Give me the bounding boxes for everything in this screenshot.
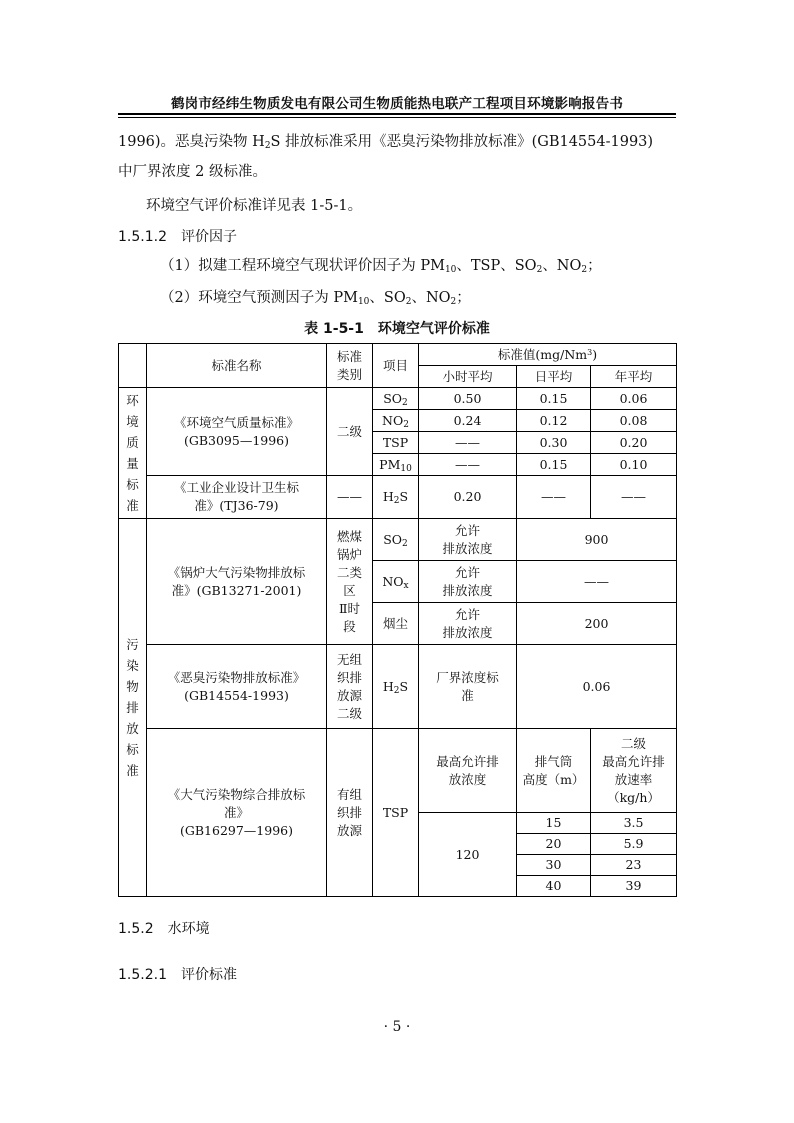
comp-standard-name	[147, 729, 327, 897]
comp-head-rate-3: 放速率	[614, 771, 653, 787]
aq-standard-name	[147, 388, 327, 476]
aq-standard-name-1: 《环境空气质量标准》	[173, 414, 299, 430]
aq-item	[373, 454, 419, 476]
factor-1-prefix: （1）拟建工程环境空气现状评价因子为 PM	[160, 258, 445, 274]
ind-standard-name-1: 《工业企业设计卫生标	[173, 480, 299, 495]
table-row	[119, 476, 677, 519]
aq-standard-name-2: (GB3095—1996)	[183, 432, 290, 448]
aq-yearly: 0.08	[591, 410, 677, 432]
boiler-type	[419, 603, 517, 645]
ind-hourly: 0.20	[419, 476, 517, 519]
header-hourly: 小时平均	[419, 366, 517, 388]
aq-item-sub: 2	[402, 397, 408, 408]
odor-category-line: 织排	[336, 669, 362, 685]
intro-line-1-a: 1996)。恶臭污染物 H	[118, 134, 265, 150]
odor-item-sub: 2	[393, 685, 400, 696]
group1-char: 量	[126, 456, 139, 471]
boiler-value: 200	[517, 603, 677, 645]
factor-1-mid2: 、NO	[542, 258, 582, 274]
boiler-standard-name-1: 《锅炉大气污染物排放标	[167, 564, 306, 580]
header-value-suffix: )	[592, 346, 598, 362]
boiler-category-line: 区	[343, 582, 356, 598]
boiler-item-text: NO	[382, 573, 404, 589]
header-yearly: 年平均	[591, 366, 677, 388]
aq-item-text: SO	[383, 390, 403, 406]
comp-category-line: 放源	[336, 822, 362, 838]
boiler-category-line: 段	[343, 618, 356, 634]
aq-hourly: 0.24	[419, 410, 517, 432]
comp-rate: 23	[591, 855, 677, 876]
boiler-type-1: 允许	[454, 606, 480, 622]
factor-2-prefix: （2）环境空气预测因子为 PM	[160, 290, 358, 306]
odor-standard-name-1: 《恶臭污染物排放标准》	[167, 669, 306, 685]
header-category-1: 标准	[336, 348, 362, 364]
boiler-type-2: 排放浓度	[442, 582, 493, 598]
aq-item-text: TSP	[382, 434, 409, 450]
aq-yearly: 0.06	[591, 388, 677, 410]
table-row	[119, 519, 677, 561]
boiler-item	[373, 519, 419, 561]
odor-item-text: H	[382, 678, 394, 694]
group1-char: 准	[126, 498, 139, 513]
intro-line-2: 中厂界浓度 2 级标准。	[118, 164, 267, 180]
aq-daily: 0.15	[517, 454, 591, 476]
aq-item-sub: 2	[403, 419, 409, 430]
comp-head-height-2: 高度（m）	[522, 771, 585, 787]
odor-value: 0.06	[517, 645, 677, 729]
header-value-prefix: 标准值(mg/Nm	[497, 346, 588, 362]
table-caption: 表 1-5-1 环境空气评价标准	[304, 321, 490, 337]
factor-2	[160, 288, 471, 308]
comp-category	[327, 729, 373, 897]
boiler-type-2: 排放浓度	[442, 624, 493, 640]
ind-daily: ——	[517, 476, 591, 519]
aq-item	[373, 388, 419, 410]
table-header-row-1	[119, 344, 677, 366]
section-title-1-5-1-2: 1.5.1.2 评价因子	[118, 229, 237, 245]
air-quality-standards-table	[118, 343, 677, 897]
comp-head-rate	[591, 729, 677, 813]
aq-item	[373, 432, 419, 454]
boiler-item-sub: x	[403, 580, 409, 591]
comp-rate: 3.5	[591, 813, 677, 834]
intro-line-1	[118, 132, 653, 152]
group-label-emission	[119, 519, 147, 897]
aq-daily: 0.12	[517, 410, 591, 432]
comp-head-conc-1: 最高允许排	[436, 753, 499, 769]
odor-item-end: S	[399, 678, 409, 694]
ind-category: ——	[327, 476, 373, 519]
group2-char: 准	[126, 763, 139, 778]
page-number: · 5 ·	[383, 1019, 411, 1035]
boiler-type	[419, 561, 517, 603]
header-value-sup: 3	[587, 347, 593, 357]
ind-item-text: H	[382, 489, 394, 504]
aq-yearly: 0.10	[591, 454, 677, 476]
comp-category-line: 有组	[336, 786, 362, 802]
header-item: 项目	[373, 344, 419, 388]
comp-standard-name-1: 《大气污染物综合排放标	[167, 786, 306, 802]
aq-hourly: 0.50	[419, 388, 517, 410]
aq-item	[373, 410, 419, 432]
aq-daily: 0.15	[517, 388, 591, 410]
boiler-category-line: 锅炉	[336, 546, 362, 562]
aq-item-text: NO	[382, 412, 404, 428]
factor-2-pm-sub: 10	[357, 297, 370, 307]
group2-char: 染	[126, 658, 139, 673]
header-standard-value	[419, 344, 677, 366]
odor-type-1: 厂界浓度标	[436, 669, 499, 685]
intro-line-1-sub: 2	[264, 141, 271, 151]
aq-item-text: PM	[379, 456, 401, 472]
factor-2-end: ；	[456, 290, 471, 306]
ind-standard-name	[147, 476, 327, 519]
ind-yearly: ——	[591, 476, 677, 519]
boiler-category-line: Ⅱ时	[339, 600, 360, 616]
factor-1-end: ；	[587, 258, 602, 274]
comp-head-rate-4: （kg/h）	[607, 789, 660, 805]
factor-1-mid: 、TSP、SO	[456, 258, 537, 274]
comp-rate: 39	[591, 876, 677, 897]
boiler-standard-name	[147, 519, 327, 645]
comp-height: 15	[517, 813, 591, 834]
comp-head-rate-1: 二级	[621, 735, 647, 751]
group1-char: 标	[126, 477, 139, 492]
header-category-2: 类别	[336, 366, 362, 382]
boiler-item-text: SO	[383, 531, 403, 547]
boiler-standard-name-2: 准》(GB13271-2001)	[171, 582, 302, 598]
comp-head-rate-2: 最高允许排	[602, 753, 665, 769]
aq-daily: 0.30	[517, 432, 591, 454]
factor-2-no-sub: 2	[450, 297, 457, 307]
comp-head-height	[517, 729, 591, 813]
header-standard-name: 标准名称	[147, 344, 327, 388]
odor-category-line: 放源	[336, 687, 362, 703]
odor-standard-name-2: (GB14554-1993)	[184, 687, 289, 703]
comp-height: 40	[517, 876, 591, 897]
comp-head-conc-2: 放浓度	[448, 771, 487, 787]
comp-standard-name-2: 准》	[223, 804, 249, 820]
ind-item-end: S	[399, 489, 409, 504]
boiler-type-1: 允许	[454, 564, 480, 580]
boiler-item-text: 烟尘	[382, 615, 408, 631]
header-daily: 日平均	[517, 366, 591, 388]
group2-char: 放	[126, 721, 139, 736]
page-header-title: 鹤岗市经纬生物质发电有限公司生物质能热电联产工程项目环境影响报告书	[170, 96, 624, 112]
comp-height: 20	[517, 834, 591, 855]
group2-char: 排	[126, 700, 139, 715]
header-blank-cell	[119, 344, 147, 388]
ind-item-sub: 2	[393, 496, 400, 506]
boiler-item	[373, 561, 419, 603]
ind-standard-name-2: 准》(TJ36-79)	[194, 498, 279, 513]
comp-standard-name-3: (GB16297—1996)	[179, 822, 293, 838]
comp-head-concentration	[419, 729, 517, 813]
section-title-1-5-2: 1.5.2 水环境	[118, 921, 210, 937]
table-row	[119, 729, 677, 813]
boiler-type-2: 排放浓度	[442, 540, 493, 556]
header-rule-thick	[118, 113, 676, 115]
odor-category-line: 无组	[336, 651, 362, 667]
factor-1	[160, 256, 602, 276]
group2-char: 物	[126, 679, 139, 694]
ind-item	[373, 476, 419, 519]
group1-char: 质	[126, 435, 139, 450]
aq-hourly: ——	[419, 454, 517, 476]
intro-line-1-b: S 排放标准采用《恶臭污染物排放标准》(GB14554-1993)	[270, 134, 654, 150]
odor-category	[327, 645, 373, 729]
odor-category-line: 二级	[336, 705, 362, 721]
factor-2-so-sub: 2	[405, 297, 412, 307]
factor-1-so-sub: 2	[536, 265, 543, 275]
header-rule-thin	[118, 117, 676, 118]
factor-2-mid2: 、NO	[411, 290, 451, 306]
boiler-category	[327, 519, 373, 645]
section-title-1-5-2-1: 1.5.2.1 评价标准	[118, 967, 237, 983]
comp-category-line: 织排	[336, 804, 362, 820]
odor-item	[373, 645, 419, 729]
boiler-value: ——	[517, 561, 677, 603]
table-row	[119, 645, 677, 729]
boiler-type	[419, 519, 517, 561]
aq-hourly: ——	[419, 432, 517, 454]
table-row	[119, 388, 677, 410]
boiler-item-sub: 2	[402, 538, 408, 549]
boiler-value: 900	[517, 519, 677, 561]
comp-head-height-1: 排气筒	[534, 753, 573, 769]
factor-2-mid: 、SO	[369, 290, 406, 306]
odor-type-2: 准	[461, 687, 474, 703]
group1-char: 境	[126, 414, 139, 429]
factor-1-pm-sub: 10	[444, 265, 457, 275]
group2-char: 标	[126, 742, 139, 757]
comp-item: TSP	[373, 729, 419, 897]
aq-item-sub: 10	[400, 463, 412, 474]
boiler-item	[373, 603, 419, 645]
header-category	[327, 344, 373, 388]
group2-char: 污	[126, 637, 139, 652]
boiler-category-line: 燃煤	[336, 528, 362, 544]
comp-concentration-value: 120	[419, 813, 517, 897]
boiler-category-line: 二类	[336, 564, 362, 580]
odor-standard-name	[147, 645, 327, 729]
aq-category: 二级	[327, 388, 373, 476]
odor-type	[419, 645, 517, 729]
group-label-ambient-quality	[119, 388, 147, 519]
intro-line-3: 环境空气评价标准详见表 1-5-1。	[146, 198, 363, 214]
comp-rate: 5.9	[591, 834, 677, 855]
comp-height: 30	[517, 855, 591, 876]
aq-yearly: 0.20	[591, 432, 677, 454]
factor-1-no-sub: 2	[581, 265, 588, 275]
group1-char: 环	[126, 393, 139, 408]
boiler-type-1: 允许	[454, 522, 480, 538]
